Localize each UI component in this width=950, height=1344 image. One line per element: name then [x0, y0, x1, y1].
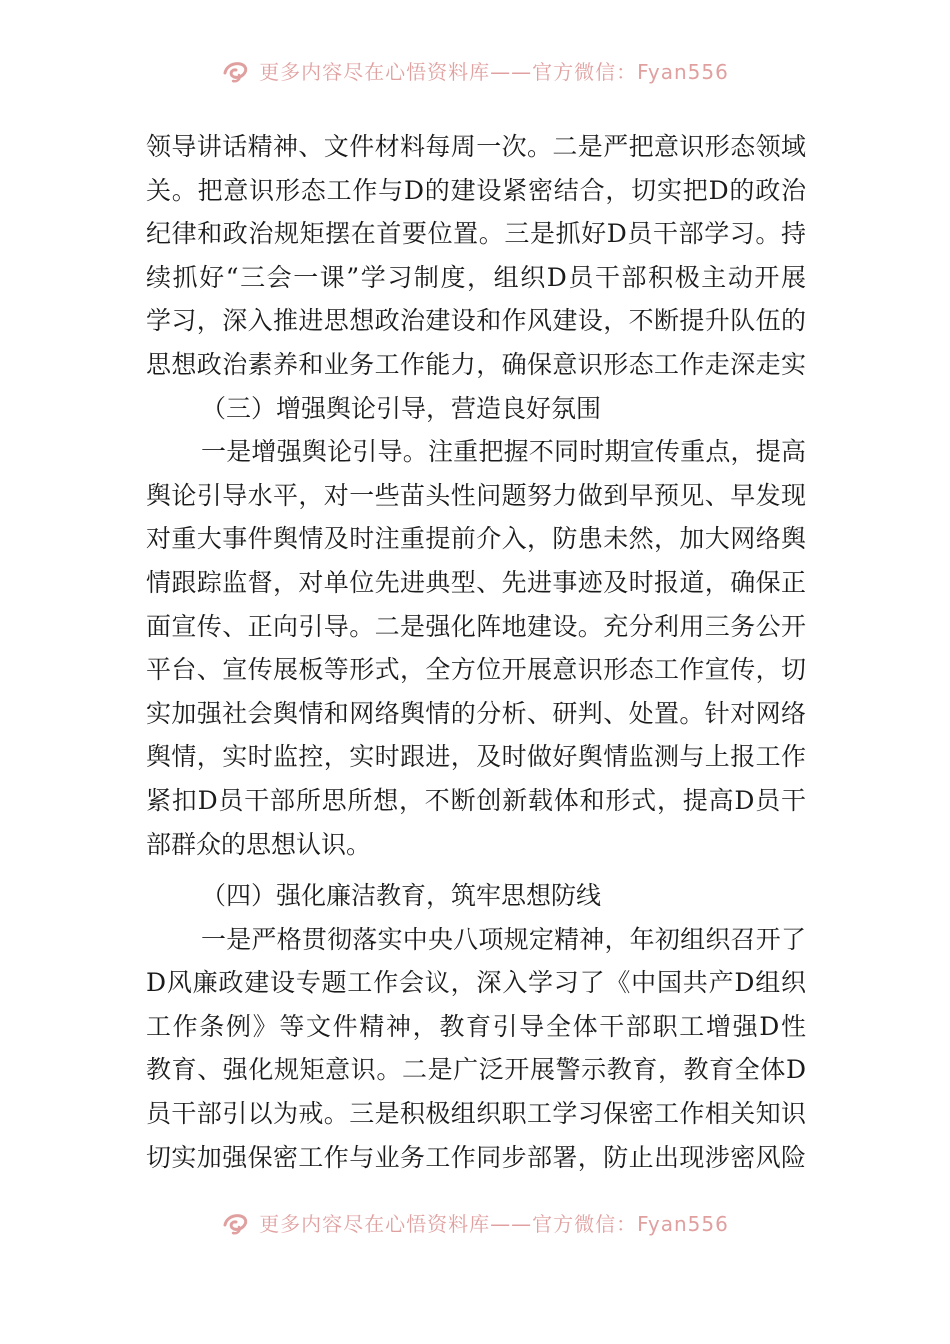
paragraph-ideology-work: [146, 125, 806, 387]
text-line: 关。把意识形态工作与D的建设紧密结合，切实把D的政治: [146, 175, 806, 205]
watermark-text: 更多内容尽在心悟资料库——官方微信：Fyan556: [259, 1211, 729, 1236]
text-line: D风廉政建设专题工作会议，深入学习了《中国共产D组织: [146, 968, 806, 998]
text-line: 教育、强化规矩意识。二是广泛开展警示教育，教育全体D: [146, 1055, 806, 1085]
text-line: 纪律和政治规矩摆在首要位置。三是抓好D员干部学习。持: [146, 219, 806, 249]
text-line: 平台、宣传展板等形式，全方位开展意识形态工作宣传，切: [146, 655, 806, 685]
watermark-text: 更多内容尽在心悟资料库——官方微信：Fyan556: [259, 59, 729, 84]
text-line: 对重大事件舆情及时注重提前介入，防患未然，加大网络舆: [146, 524, 806, 554]
text-line: 舆论引导水平，对一些苗头性问题努力做到早预见、早发现: [146, 480, 806, 510]
document-body: [146, 125, 806, 1179]
paragraph-integrity-education: [146, 918, 806, 1180]
swirl-logo-icon: [221, 57, 251, 83]
text-line: 员干部引以为戒。三是积极组织职工学习保密工作相关知识: [146, 1099, 806, 1129]
text-line: 一是增强舆论引导。注重把握不同时期宣传重点，提高: [201, 437, 806, 467]
section-heading-3: （三）增强舆论引导，营造良好氛围: [201, 393, 602, 423]
text-line: 实加强社会舆情和网络舆情的分析、研判、处置。针对网络: [146, 698, 806, 728]
text-line: 续抓好“三会一课”学习制度，组织D员干部积极主动开展: [146, 262, 806, 292]
text-line: 面宣传、正向引导。二是强化阵地建设。充分利用三务公开: [146, 611, 806, 641]
text-line: 学习，深入推进思想政治建设和作风建设，不断提升队伍的: [146, 306, 806, 336]
text-line: 情跟踪监督，对单位先进典型、先进事迹及时报道，确保正: [146, 567, 806, 597]
section-heading-4: （四）强化廉洁教育，筑牢思想防线: [201, 881, 602, 911]
text-line: 舆情，实时监控，实时跟进，及时做好舆情监测与上报工作: [146, 742, 806, 772]
text-line: 领导讲话精神、文件材料每周一次。二是严把意识形态领域: [146, 132, 806, 161]
watermark-footer: [0, 1202, 950, 1242]
text-line: 工作条例》等文件精神，教育引导全体干部职工增强D性: [146, 1011, 806, 1041]
swirl-logo-icon: [221, 1209, 251, 1235]
text-line: 一是严格贯彻落实中央八项规定精神，年初组织召开了: [201, 924, 806, 954]
text-line: 紧扣D员干部所思所想，不断创新载体和形式，提高D员干: [146, 785, 806, 815]
watermark-header: [0, 50, 950, 90]
text-line: 切实加强保密工作与业务工作同步部署，防止出现涉密风险: [146, 1142, 806, 1172]
text-line: 部群众的思想认识。: [146, 829, 372, 859]
text-line: 思想政治素养和业务工作能力，确保意识形态工作走深走实: [146, 349, 806, 379]
paragraph-public-opinion: [146, 430, 806, 866]
